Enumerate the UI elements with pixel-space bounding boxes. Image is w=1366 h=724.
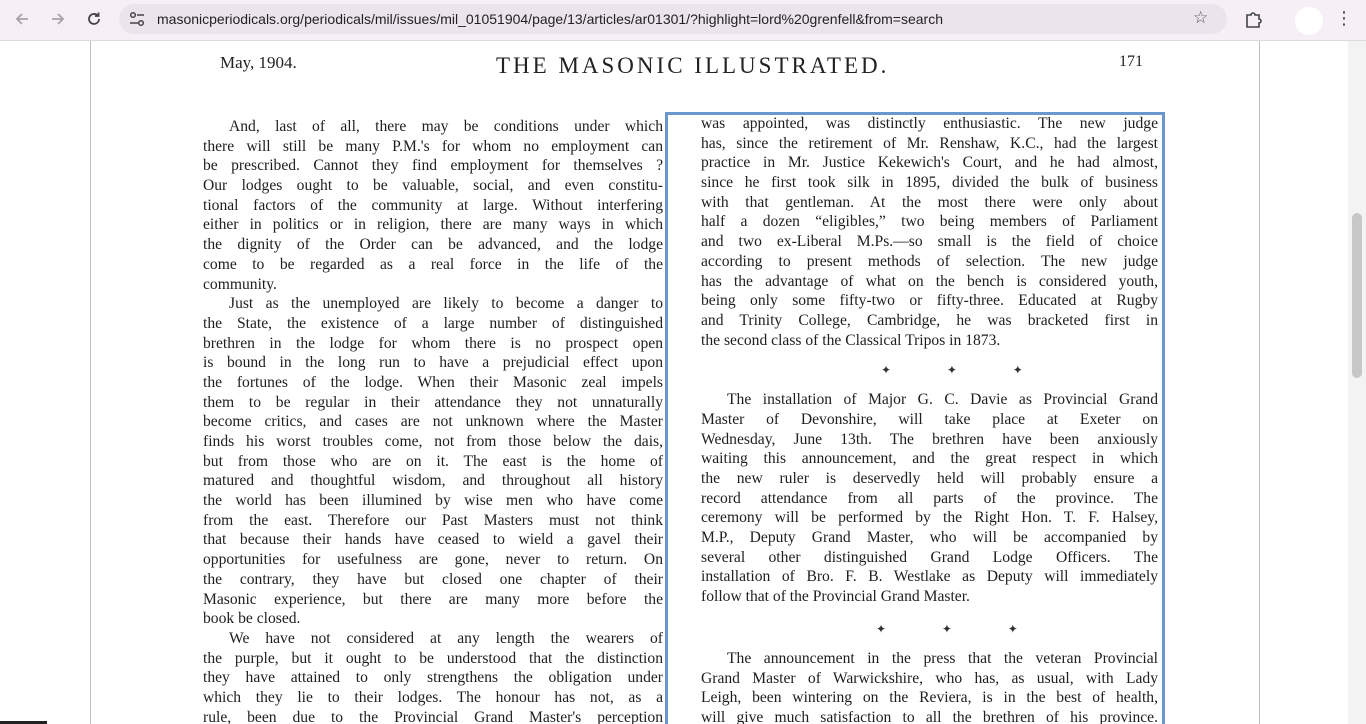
issue-date: May, 1904. [220,53,297,72]
scrollbar-thumb[interactable] [1352,213,1362,378]
kebab-menu-icon[interactable]: ⋮ [1335,8,1353,29]
text-line: tional factors of the community at large. Without interfering [203,196,663,214]
text-line: come to be regarded as a real force in the life of the [203,255,663,273]
section-ornament: ✦ ✦ ✦ [876,622,1044,636]
text-line: has, since the retirement of Mr. Renshaw, K.C., had the largest [701,134,1158,152]
forward-button[interactable] [45,8,71,30]
text-line: either in politics or in religion, there are many ways in which [203,216,663,234]
text-line: according to present methods of selection. The new judge [701,252,1158,270]
text-line: with that gentleman. At the most there were only about [701,193,1158,211]
url-text[interactable]: masonicperiodicals.org/periodicals/mil/issues/mil_01051904/page/13/articles/ar01301/?highlight=lord%20grenfell&from=search [157,11,944,27]
text-line: rule, been due to the Provincial Grand Master's perception [203,708,663,724]
text-line: installation of Bro. F. B. Westlake as Deputy will immediately [701,568,1158,586]
page-number: 171 [1119,53,1143,70]
text-line: matured and thoughtful wisdom, and throughout all history [203,472,663,490]
page-viewport [0,41,1366,724]
text-line: community. [203,275,277,293]
vertical-scrollbar[interactable] [1348,41,1366,724]
arrow-left-icon [14,11,30,27]
text-line: Just as the unemployed are likely to become a danger to [229,295,663,313]
section-ornament: ✦ ✦ ✦ [881,363,1049,377]
text-line: is bound in the long run to have a prejudicial effect upon [203,354,663,372]
back-button[interactable] [9,8,35,30]
text-line: waiting this announcement, and the great respect in which [701,450,1158,468]
text-line: the new ruler is deservedly held will probably ensure a [701,470,1158,487]
text-line: Our lodges ought to be valuable, social, and even constitu- [203,177,663,195]
text-line: the second class of the Classical Tripos in 1873. [701,331,1001,349]
text-line: Masonic experience, but there are many more before the [203,590,663,608]
text-line: practice in Mr. Justice Kekewich's Court, and he had almost, [701,154,1158,172]
tune-icon[interactable] [128,10,146,28]
text-line: them to be regular in their attendance they not unnaturally [203,393,663,411]
bookmark-star-icon[interactable]: ☆ [1193,8,1209,28]
text-line: but from those who are on it. The east is the home of [203,452,663,470]
text-line: follow that of the Provincial Grand Master. [701,588,970,606]
text-line: Master of Devonshire, will take place at Exeter on [701,410,1158,428]
left-text-column [203,117,663,724]
text-line: being only some fifty-two or fifty-three. Educated at Rugby [701,292,1158,310]
text-line: and two ex-Liberal M.Ps.—so small is the field of choice [701,233,1158,251]
text-line: since he first took silk in 1895, divided the bulk of business [701,174,1158,192]
text-line: be prescribed. Cannot they find employment for themselves ? [203,157,663,175]
text-line: and Trinity College, Cambridge, he was bracketed first in [701,311,1158,329]
publication-title: THE MASONIC ILLUSTRATED. [496,53,890,78]
text-line: ceremony will be performed by the Right Hon. T. F. Halsey, [701,509,1158,527]
text-line: that because their hands have ceased to wield a gavel their [203,531,663,549]
text-line: And, last of all, there may be conditions under which [229,118,663,135]
text-line: the purple, but it ought to be understood that the distinction [203,649,663,667]
browser-toolbar [0,0,1366,41]
text-line: was appointed, was distinctly enthusiastic. The new judge [701,115,1158,132]
text-line: book be closed. [203,610,301,628]
text-line: the State, the existence of a large number of distinguished [203,314,663,332]
text-line: will give much satisfaction to all the brethren of his province. [701,708,1158,724]
reload-button[interactable] [81,8,107,30]
text-line: become critics, and cases are not unknown where the Master [203,413,663,431]
text-line: the dignity of the Order can be advanced, and the lodge [203,236,663,254]
text-line: We have not considered at any length the wearers of [229,629,663,647]
text-line: M.P., Deputy Grand Master, who will be accompanied by [701,529,1158,547]
text-line: the contrary, they have but closed one chapter of their [203,570,663,588]
text-line: half a dozen “eligibles,” two being members of Parliament [701,213,1158,231]
text-line: The installation of Major G. C. Davie as Provincial Grand [727,391,1158,409]
text-line: Leigh, been wintering on the Reviera, is in the best of health, [701,689,1158,707]
text-line: record attendance from all parts of the province. The [701,489,1158,507]
profile-avatar[interactable] [1295,7,1323,35]
reload-icon [86,11,102,27]
arrow-right-icon [50,11,66,27]
text-line: Grand Master of Warwickshire, who has, as usual, with Lady [701,669,1158,687]
text-line: finds his worst troubles come, not from those below the dais, [203,433,663,450]
text-line: the world has been illumined by wise men who have come [203,492,663,510]
text-line: Wednesday, June 13th. The brethren have been anxiously [701,430,1158,448]
text-line: there will still be many P.M.'s for whom no employment can [203,137,663,155]
text-line: several other distinguished Grand Lodge Officers. The [701,548,1158,566]
puzzle-icon[interactable] [1244,9,1264,29]
text-line: which they lie to their lodges. The honour has not, as a [203,688,663,706]
text-line: has the advantage of what on the bench is considered youth, [701,272,1158,290]
text-line: from the east. Therefore our Past Masters must not think [203,511,663,529]
text-line: they have attained to only strengthens the obligation under [203,669,663,687]
text-line: the fortunes of the lodge. When their Masonic zeal impels [203,373,663,391]
text-line: The announcement in the press that the veteran Provincial [727,649,1158,667]
text-line: brethren in the lodge for whom there is no prospect open [203,334,663,352]
text-line: opportunities for usefulness are gone, never to return. On [203,551,663,569]
